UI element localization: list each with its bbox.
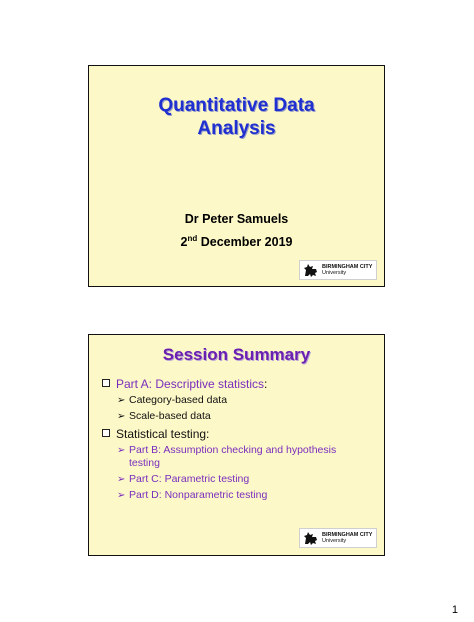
item-b-sub3: Part D: Nonparametric testing <box>129 489 268 501</box>
presentation-date <box>89 229 384 252</box>
list-item <box>101 410 376 423</box>
session-summary-title: Session Summary <box>162 345 311 364</box>
item-a-label: Part A: Descriptive statistics <box>116 377 265 391</box>
university-logo <box>299 528 377 548</box>
logo-sub: University <box>322 270 347 276</box>
slide-title <box>88 65 385 287</box>
logo-text <box>322 264 372 276</box>
title-line-2: Analysis <box>197 118 276 139</box>
square-bullet-icon <box>102 379 110 387</box>
item-b-sub1-line1: Part B: Assumption checking and hypothesis <box>129 444 337 456</box>
author-block <box>89 209 384 252</box>
slide-session-summary <box>88 334 385 556</box>
item-a-sub1: Category-based data <box>129 394 228 406</box>
item-a-colon: : <box>264 377 268 391</box>
date-rest: December 2019 <box>197 235 293 250</box>
list-item <box>101 489 376 502</box>
square-bullet-icon <box>102 429 110 437</box>
logo-sub: University <box>322 538 347 544</box>
list-item <box>101 473 376 486</box>
arrow-bullet-icon: ➢ <box>117 411 126 422</box>
date-suffix: nd <box>187 234 198 243</box>
university-logo <box>299 260 377 280</box>
item-a-sub2: Scale-based data <box>129 410 211 422</box>
logo-name: BIRMINGHAM CITY <box>322 532 373 538</box>
arrow-bullet-icon: ➢ <box>117 445 126 456</box>
arrow-bullet-icon: ➢ <box>117 490 126 501</box>
item-b-label: Statistical testing: <box>116 427 210 441</box>
lion-crest-icon <box>303 263 319 278</box>
slide-title-heading <box>89 94 384 140</box>
list-item <box>101 427 376 442</box>
arrow-bullet-icon: ➢ <box>117 474 126 485</box>
list-item <box>101 377 376 392</box>
title-line-1: Quantitative Data <box>158 95 315 116</box>
logo-name: BIRMINGHAM CITY <box>322 264 373 270</box>
summary-list <box>101 377 376 505</box>
author-name: Dr Peter Samuels <box>184 212 289 226</box>
list-item <box>101 444 376 470</box>
list-item <box>101 394 376 407</box>
arrow-bullet-icon: ➢ <box>117 395 126 406</box>
logo-text <box>322 532 372 544</box>
page-number: 1 <box>451 604 458 616</box>
date-day: 2 <box>180 235 188 250</box>
item-b-sub2: Part C: Parametric testing <box>129 473 250 485</box>
item-b-sub1-line2: testing <box>129 457 160 469</box>
lion-crest-icon <box>303 531 319 546</box>
